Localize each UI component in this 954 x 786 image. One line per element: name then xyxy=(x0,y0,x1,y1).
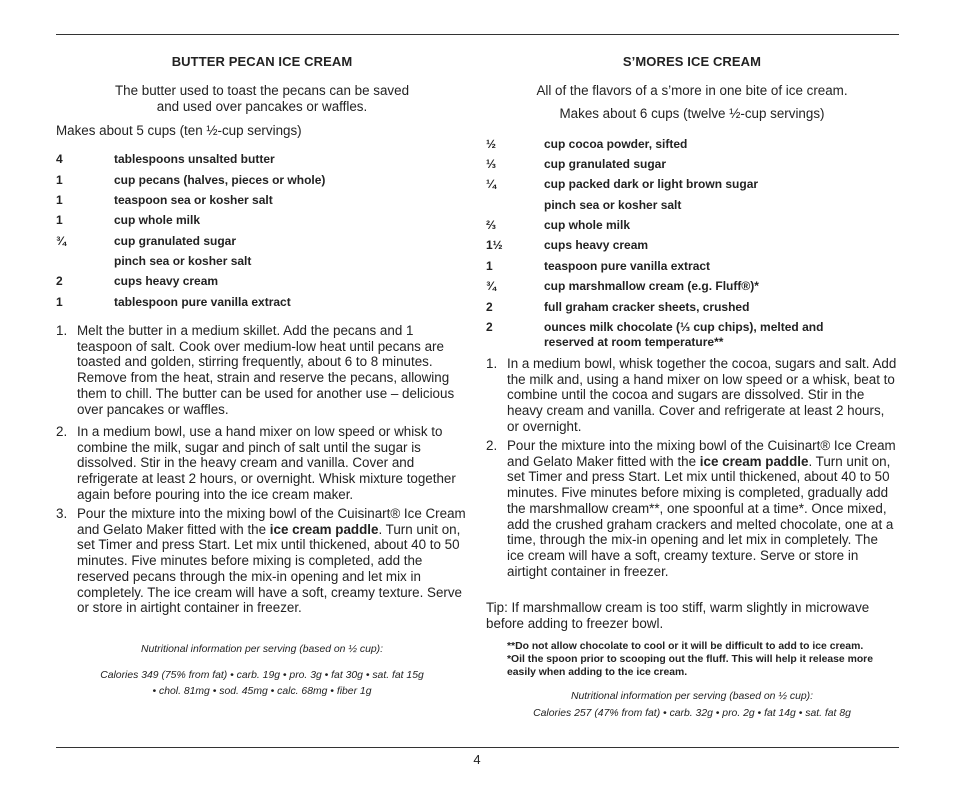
step-number: 3. xyxy=(56,506,68,521)
page-number: 4 xyxy=(473,752,481,767)
ingredient-text: pinch sea or kosher salt xyxy=(544,198,682,212)
top-rule xyxy=(56,34,899,35)
nutrition-line-1: Calories 257 (47% from fat) • carb. 32g • pro. 2g • fat 14g • sat. fat 8g xyxy=(533,708,851,719)
ingredient-quantity: 1 xyxy=(56,173,63,187)
nutrition-line-2: • chol. 81mg • sod. 45mg • calc. 68mg • fiber 1g xyxy=(152,686,372,697)
recipe-intro-line-2: and used over pancakes or waffles. xyxy=(156,99,368,114)
ingredient-text: ounces milk chocolate (⅓ cup chips), melted and reserved at room temperature** xyxy=(544,320,824,349)
ingredient-text: cup packed dark or light brown sugar xyxy=(544,177,759,191)
nutrition-heading: Nutritional information per serving (based on ½ cup): xyxy=(571,691,813,702)
ingredient-text: cup whole milk xyxy=(114,213,201,227)
nutrition-heading: Nutritional information per serving (based on ½ cup): xyxy=(141,644,383,655)
ingredient-text: cups heavy cream xyxy=(114,274,219,288)
step-number: 1. xyxy=(56,323,68,338)
ingredient-text: cup granulated sugar xyxy=(114,234,237,248)
ingredient-quantity: ¼ xyxy=(486,177,497,191)
ingredient-text: teaspoon sea or kosher salt xyxy=(114,193,273,207)
ingredient-quantity: 1½ xyxy=(486,238,503,252)
ingredient-text: tablespoons unsalted butter xyxy=(114,152,275,166)
recipe-title: S’MORES ICE CREAM xyxy=(622,54,762,69)
ingredient-text: cup pecans (halves, pieces or whole) xyxy=(114,173,326,187)
recipe-title: BUTTER PECAN ICE CREAM xyxy=(171,54,353,69)
ingredient-quantity: 1 xyxy=(56,213,63,227)
ingredient-text: pinch sea or kosher salt xyxy=(114,254,252,268)
ingredient-quantity: 1 xyxy=(56,295,63,309)
ingredient-text: cup marshmallow cream (e.g. Fluff®)* xyxy=(544,279,759,293)
footnote-spoon: *Oil the spoon prior to scooping out the fluff. This will help it release more easily when adding to the ice cream. xyxy=(507,654,874,678)
step-text: Melt the butter in a medium skillet. Add the pecans and 1 teaspoon of salt. Cook over medium-low heat until pecans are toasted and golden, stirring frequently, about 6 to 8 minutes. Remove from the heat, strain and reserve the pecans, allowing them to chill. The butter can be used for another use – delicious over pancakes or waffles. xyxy=(77,323,455,417)
footnote-chocolate: **Do not allow chocolate to cool or it will be difficult to add to ice cream. xyxy=(507,641,864,652)
footnotes xyxy=(507,640,898,679)
ingredient-text: cup granulated sugar xyxy=(544,157,667,171)
step-text: In a medium bowl, use a hand mixer on low speed or whisk to combine the milk, sugar and pinch of salt until the sugar is dissolved. Stir in the heavy cream and vanilla. Cover and refrigerate at least 2 hours, or overnight. Whisk mixture together again before pouring into the ice cream maker. xyxy=(77,424,456,502)
ingredient-quantity: ¾ xyxy=(56,234,67,248)
ingredient-quantity: ¾ xyxy=(486,279,497,293)
step-text: In a medium bowl, whisk together the cocoa, sugars and salt. Add the milk and, using a hand mixer on low speed or a whisk, beat to combine until the cocoa and sugars are dissolved. Stir in the heavy cream and vanilla. Cover and refrigerate at least 2 hours, or overnight. xyxy=(507,356,897,434)
ingredient-text: tablespoon pure vanilla extract xyxy=(114,295,291,309)
ingredient-quantity: 2 xyxy=(56,274,63,288)
step-text: Pour the mixture into the mixing bowl of the Cuisinart® Ice Cream and Gelato Maker fitted with the ice cream paddle. Turn unit on, set Timer and press Start. Let mix until thickened, about 40 to 50 minutes. Five minutes before mixing is completed, gradually add the marshmallow cream**, one spoonful at a time*. Once mixed, add the crushed graham crackers and melted chocolate, one at a time, through the mix-in opening and let mix in completely. The ice cream will have a soft, creamy texture. Serve or store in airtight container in freezer. xyxy=(507,438,896,579)
bottom-rule xyxy=(56,747,899,748)
ingredient-quantity: ⅔ xyxy=(486,218,497,232)
ingredient-text: cup whole milk xyxy=(544,218,631,232)
step-number: 2. xyxy=(486,438,498,453)
ingredient-text: cup cocoa powder, sifted xyxy=(544,137,688,151)
ingredient-quantity: 2 xyxy=(486,320,493,334)
ingredient-quantity: ⅓ xyxy=(486,157,497,171)
paddle-emphasis: ice cream paddle xyxy=(269,521,379,537)
recipe-intro: All of the flavors of a s’more in one bite of ice cream. xyxy=(536,83,848,98)
ingredient-quantity: 2 xyxy=(486,300,493,314)
recipe-yield: Makes about 6 cups (twelve ½-cup servings) xyxy=(559,106,825,121)
recipe-intro-line-1: The butter used to toast the pecans can be saved xyxy=(114,83,410,98)
ingredient-quantity: 1 xyxy=(486,259,493,273)
step-number: 1. xyxy=(486,356,498,371)
ingredient-text: full graham cracker sheets, crushed xyxy=(544,300,750,314)
nutrition-line-1: Calories 349 (75% from fat) • carb. 19g • pro. 3g • fat 30g • sat. fat 15g xyxy=(100,670,424,681)
ingredient-text: cups heavy cream xyxy=(544,238,649,252)
ingredient-text: teaspoon pure vanilla extract xyxy=(544,259,711,273)
ingredient-quantity: 1 xyxy=(56,193,63,207)
ingredient-quantity: ½ xyxy=(486,137,497,151)
ingredient-quantity: 4 xyxy=(56,152,63,166)
step-number: 2. xyxy=(56,424,68,439)
tip-text: Tip: If marshmallow cream is too stiff, warm slightly in microwave before adding to freezer bowl. xyxy=(486,600,870,631)
paddle-emphasis: ice cream paddle xyxy=(699,453,809,469)
recipe-yield: Makes about 5 cups (ten ½-cup servings) xyxy=(56,123,302,138)
step-text: Pour the mixture into the mixing bowl of the Cuisinart® Ice Cream and Gelato Maker fitted with the ice cream paddle. Turn unit on, set Timer and press Start. Let mix until thickened, about 40 to 50 minutes. Five minutes before mixing is completed, add the reserved pecans through the mix-in opening and let mix in completely. The ice cream will have a soft, creamy texture. Serve or store in airtight container in freezer. xyxy=(77,506,466,616)
